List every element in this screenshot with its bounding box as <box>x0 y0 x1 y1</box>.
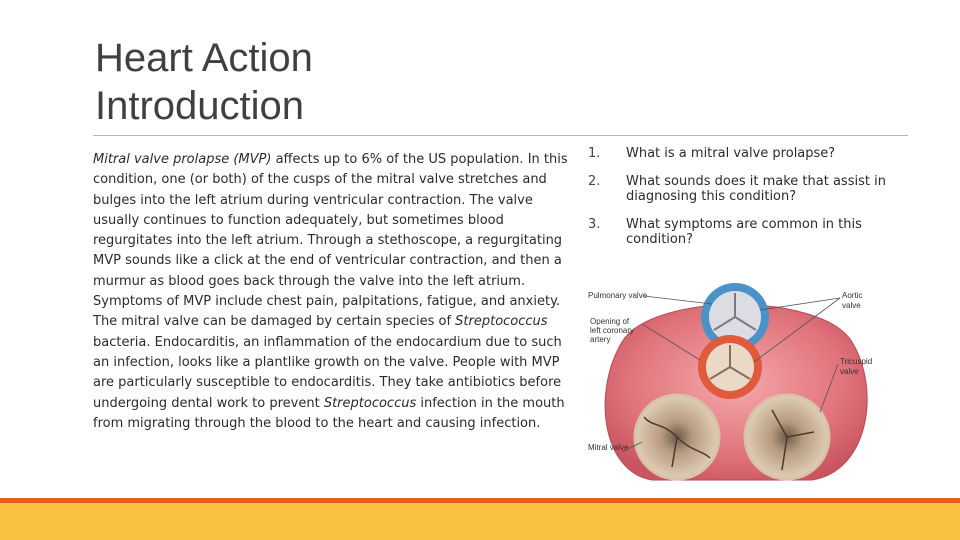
heart-valves-figure <box>582 282 892 482</box>
mvp-term: Mitral valve prolapse (MVP) <box>93 152 272 167</box>
label-opening-3: artery <box>590 335 611 344</box>
question-number: 1. <box>588 146 601 161</box>
endo-text-a: The mitral valve can be damaged by certain species of <box>93 314 456 330</box>
title-line-1: Heart Action <box>95 36 313 80</box>
paragraph-endocarditis <box>87 312 575 434</box>
label-pulmonary-valve: Pulmonary valve <box>588 291 648 300</box>
label-opening-2: left coronary <box>590 326 635 335</box>
strep-term-2: Streptococcus <box>323 395 417 411</box>
body-text <box>87 150 575 434</box>
title-divider <box>93 135 908 136</box>
question-item <box>588 146 888 161</box>
slide-title <box>95 34 313 130</box>
strep-term-1: Streptococcus <box>455 314 548 330</box>
question-text: What sounds does it make that assist in diagnosing this condition? <box>626 174 886 204</box>
heart-valves-illustration <box>582 282 892 482</box>
question-number: 3. <box>588 217 601 232</box>
label-aortic-1: Aortic <box>842 291 863 300</box>
label-tricuspid-1: Tricuspid <box>840 357 873 366</box>
footer-band <box>0 503 960 540</box>
title-line-2: Introduction <box>95 84 305 128</box>
question-number: 2. <box>588 174 601 189</box>
endo-text-b: bacteria. Endocarditis, an inflammation of the endocardium due to such an infection, looks like a plantlike growth on the valve. People with MVP are particularly susceptible to endocarditis. They take antibiotics before undergoing dental work to prevent <box>93 334 562 411</box>
question-text: What is a mitral valve prolapse? <box>626 146 836 161</box>
endo-text-c: infection in the mouth from migrating through the blood to the heart and causing infection. <box>93 395 565 431</box>
paragraph-mvp <box>87 150 575 312</box>
label-aortic-2: valve <box>842 301 861 310</box>
label-tricuspid-2: valve <box>840 367 859 376</box>
label-mitral-valve: Mitral valve <box>588 443 629 452</box>
question-item <box>588 174 888 204</box>
mvp-description: affects up to 6% of the US population. In this condition, one (or both) of the cusps of the mitral valve stretches and bulges into the left atrium during ventricular contraction. The valve usually continues to function adequately, but sometimes blood regurgitates into the left atrium. Through a stethoscope, a regurgitating MVP sounds like a click at the end of ventricular contraction, and then a murmur as blood goes back through the valve into the left atrium. Symptoms of MVP include chest pain, palpitations, fatigue, and anxiety. <box>93 152 568 310</box>
question-text: What symptoms are common in this condition? <box>626 217 862 247</box>
question-item <box>588 217 888 247</box>
label-opening-1: Opening of <box>590 317 630 326</box>
question-list <box>588 146 888 247</box>
